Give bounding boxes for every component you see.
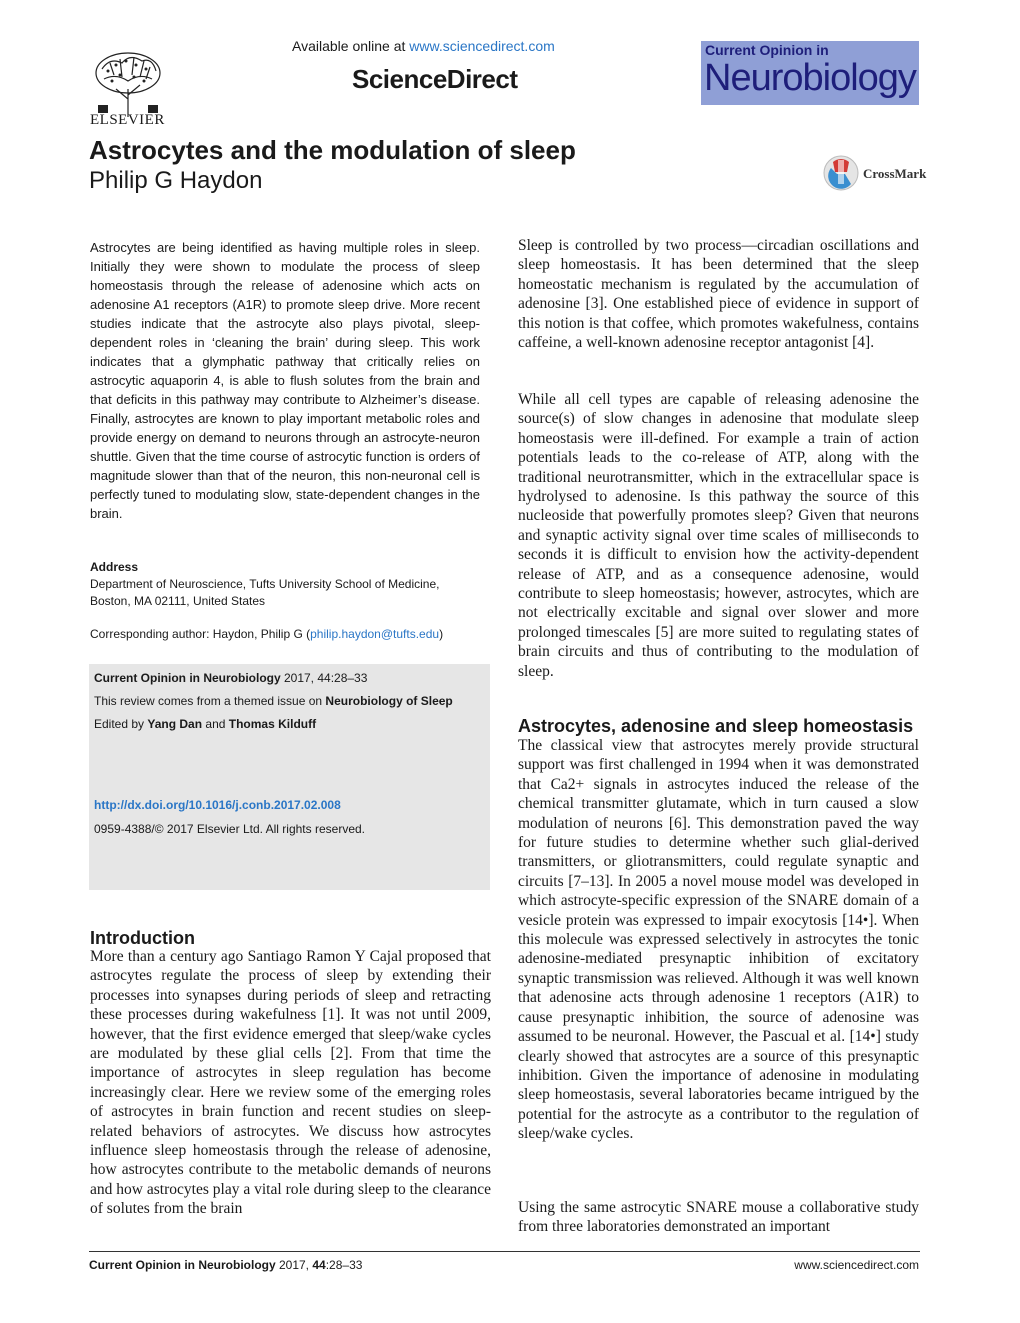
address-block <box>90 559 490 643</box>
footer-url: www.sciencedirect.com <box>794 1258 919 1272</box>
info-citation <box>94 671 367 685</box>
author-email-link[interactable]: philip.haydon@tufts.edu <box>310 627 440 641</box>
info-editor-1: Yang Dan <box>147 717 203 731</box>
corresponding-prefix: Corresponding author: Haydon, Philip G ( <box>90 627 311 641</box>
footer-volume: 44 <box>312 1258 326 1272</box>
journal-badge <box>701 41 919 105</box>
info-citation-details: 2017, 44:28–33 <box>280 671 368 685</box>
publisher-wordmark: ELSEVIER <box>90 112 165 128</box>
article-author: Philip G Haydon <box>89 167 263 194</box>
crossmark-icon <box>823 154 859 192</box>
body-paragraph-2: While all cell types are capable of releasing adenosine the source(s) of slow changes in adenosine that modulate sleep homeostasis were ill-defined. For example a train of action potentials leads to the co-release of ATP, along with the traditional neurotransmitter, which in the extracellular space is hydrolysed to adenosine. Is this pathway the source of this nucleoside that powerfully promotes sleep? Given that neurons and synaptic activity signal over time scales of milliseconds to seconds it is difficult to envision how the activity-dependent release of ATP, and as a consequence adenosine, would contribute to sleep homeostasis; however, astrocytes, which are not electrically excitable and signal over slower and more prolonged timescales [5] are more suited to regulating states of brain circuits and thus of contributing to the modulation of sleep. <box>518 391 919 680</box>
body-paragraph-3: The classical view that astrocytes merely provide structural support was first challenged in 1994 when it was demonstrated that Ca2+ signals in astrocytes induced the release of the chemical transmitter glutamate, which in turn caused a slow modulation of neurons [6]. This demonstration paved the way for future studies to determine whether such glial-derived transmitters, or gliotransmitters, could regulate synaptic and circuits [7–13]. In 2005 a novel mouse model was developed in which astrocyte-specific expression of the SNARE domain of a vesicle protein was expressed to impair exocytosis [14•]. When this molecule was expressed selectively in astrocytes the tonic adenosine-mediated presynaptic inhibition of excitatory synaptic transmission was relieved. Although it was well known that adenosine acts through adenosine 1 receptors (A1R) to cause presynaptic inhibition, the source of adenosine was assumed to be neuronal. However, the Pascual et al. [14•] study clearly showed that astrocytes are a source of this presynaptic inhibition. Given the importance of adenosine in modulating sleep homeostasis, several laboratories became intrigued by the potential for the astrocyte as a contributor to the regulation of sleep/wake cycles. <box>518 737 919 1143</box>
info-doi <box>94 798 341 812</box>
address-line-2: Boston, MA 02111, United States <box>90 594 265 608</box>
info-edited-and: and <box>202 717 229 731</box>
article-info-box <box>89 664 490 890</box>
footer-citation <box>89 1258 362 1272</box>
footer-pages: :28–33 <box>325 1258 363 1272</box>
corresponding-suffix: ) <box>439 627 444 641</box>
footer-journal: Current Opinion in Neurobiology <box>89 1258 276 1272</box>
introduction-heading: Introduction <box>90 928 195 948</box>
crossmark-label: CrossMark <box>863 166 927 181</box>
article-title: Astrocytes and the modulation of sleep <box>89 135 576 165</box>
info-copyright: 0959-4388/© 2017 Elsevier Ltd. All rights reserved. <box>94 822 365 836</box>
journal-badge-title: Neurobiology <box>704 57 916 99</box>
address-heading: Address <box>90 560 139 574</box>
info-themed-issue-name: Neurobiology of Sleep <box>325 694 453 708</box>
info-edited-prefix: Edited by <box>94 717 148 731</box>
info-journal: Current Opinion in Neurobiology <box>94 671 281 685</box>
info-editors <box>94 717 316 731</box>
info-themed-prefix: This review comes from a themed issue on <box>94 694 326 708</box>
crossmark-badge[interactable] <box>823 154 933 192</box>
sciencedirect-wordmark: ScienceDirect <box>352 64 518 94</box>
sciencedirect-link[interactable]: www.sciencedirect.com <box>409 38 555 54</box>
body-paragraph-1: Sleep is controlled by two process—circadian oscillations and sleep homeostasis. It has been determined that the sleep homeostatic mechanism is regulated by the accumulation of adenosine [3]. One established piece of evidence in support of this notion is that coffee, which promotes wakefulness, contains caffeine, a well-known adenosine receptor antagonist [4]. <box>518 237 919 352</box>
doi-link[interactable]: http://dx.doi.org/10.1016/j.conb.2017.02.008 <box>94 798 341 812</box>
section-heading-astrocytes-adenosine: Astrocytes, adenosine and sleep homeostasis <box>518 716 914 736</box>
journal-badge-subtitle: Current Opinion in <box>705 42 829 58</box>
available-online-text: Available online at <box>292 38 410 54</box>
info-themed-issue <box>94 694 453 708</box>
introduction-text: More than a century ago Santiago Ramon Y Cajal proposed that astrocytes regulate the process of sleep by extending their processes into synapses during periods of sleep and retracting these processes during wakefulness [1]. It was not until 2009, however, that the first evidence emerged that sleep/wake cycles are modulated by these glial cells [2]. From that time the importance of astrocytes in sleep regulation has become increasingly clear. Here we review some of the emerging roles of astrocytes in brain function and recent studies on sleep-related behaviors of astrocytes. We discuss how astrocytes influence sleep homeostasis through the release of adenosine, how astrocytes contribute to the metabolic demands of neurons and how astrocytes play a vital role during sleep to the clearance of solutes from the brain <box>90 948 491 1218</box>
available-online-line <box>292 38 555 54</box>
footer-divider <box>89 1251 920 1252</box>
corresponding-author <box>90 626 490 643</box>
footer-year: 2017, <box>275 1258 313 1272</box>
address-line-1: Department of Neuroscience, Tufts University School of Medicine, <box>90 577 440 591</box>
body-paragraph-4: Using the same astrocytic SNARE mouse a collaborative study from three laboratories demonstrated an important <box>518 1199 919 1236</box>
abstract: Astrocytes are being identified as having multiple roles in sleep. Initially they were shown to modulate the process of sleep homeostasis through the release of adenosine which acts on adenosine A1 receptors (A1R) to promote sleep drive. More recent studies indicate that the astrocyte also plays pivotal, sleep-dependent roles in ‘cleaning the brain’ during sleep. This work indicates that a glymphatic pathway that critically relies on astrocytic aquaporin 4, is able to flush solutes from the brain and that deficits in this pathway may contribute to Alzheimer’s disease. Finally, astrocytes are known to play important metabolic roles and provide energy on demand to neurons through an astrocyte-neuron shuttle. Given that the time course of astrocytic function is orders of magnitude slower than that of the neuron, this non-neuronal cell is perfectly tuned to modulating slow, state-dependent changes in the brain. <box>90 240 480 521</box>
info-editor-2: Thomas Kilduff <box>228 717 317 731</box>
